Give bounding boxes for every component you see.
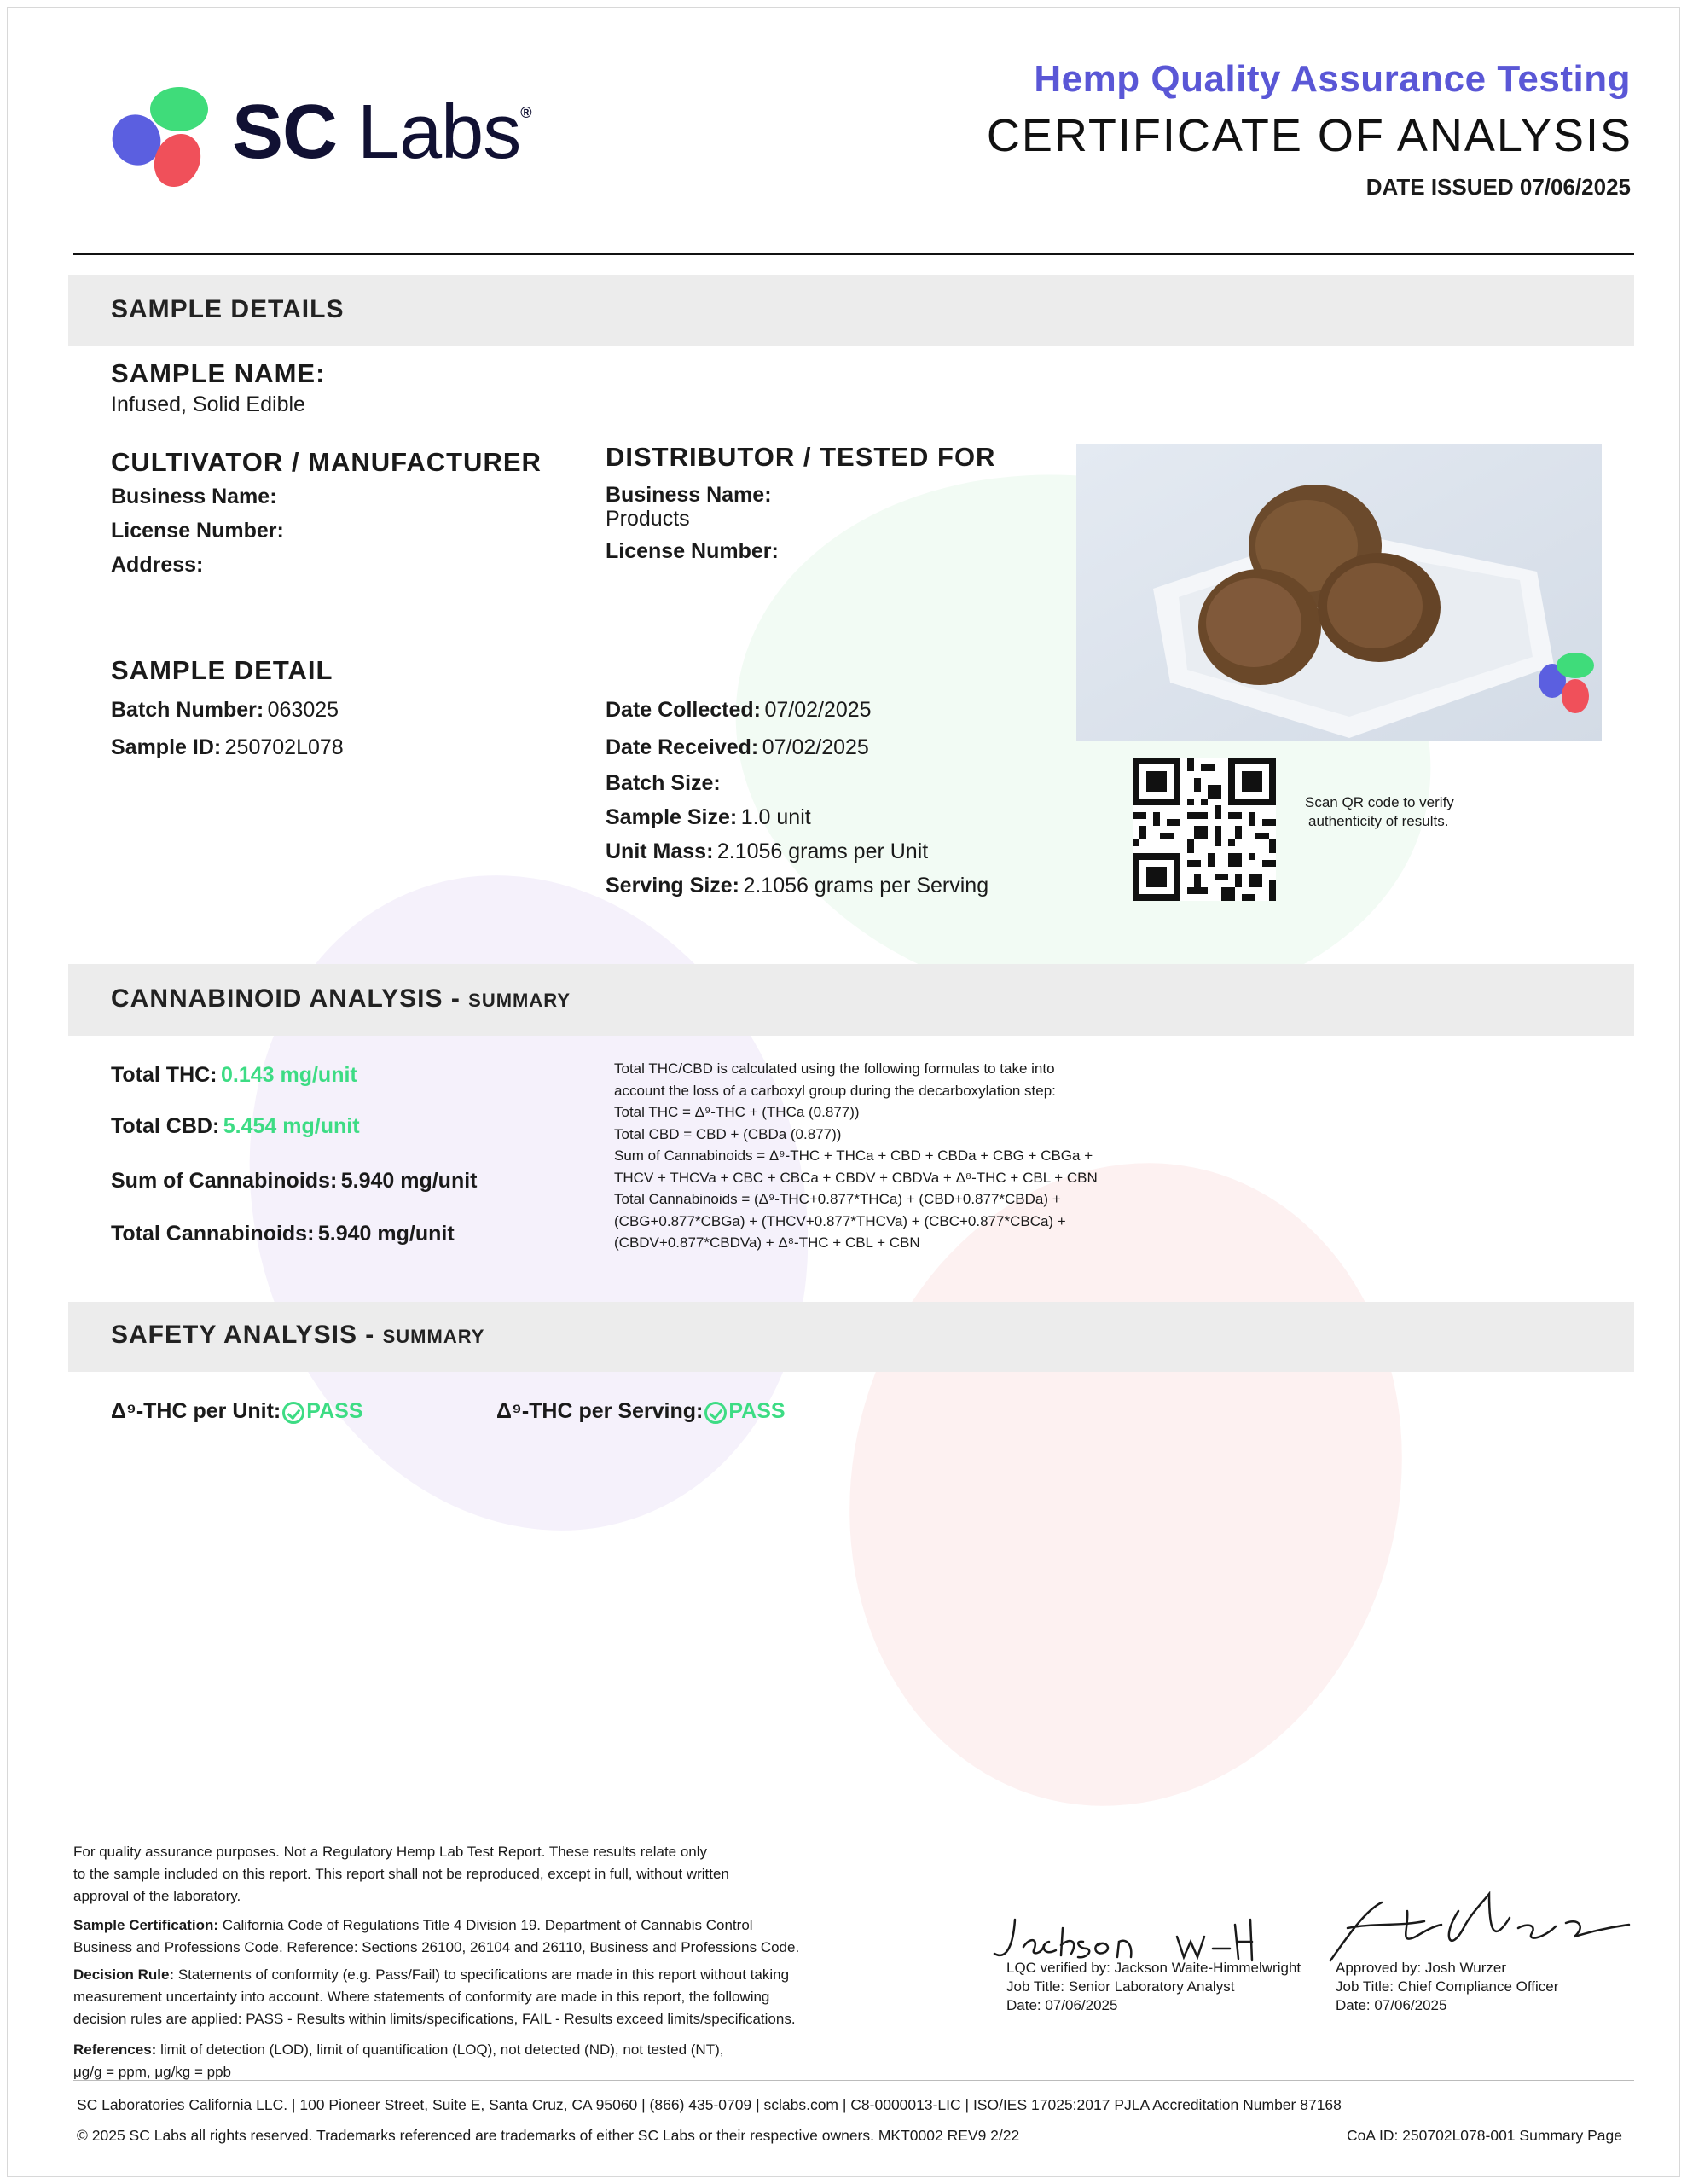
date-collected-value: 07/02/2025: [764, 698, 872, 722]
header-subtitle: Hemp Quality Assurance Testing: [1034, 58, 1631, 100]
total-thc-label: Total THC:: [111, 1063, 217, 1087]
formula-line: (CBDV+0.877*CBDVa) + Δ⁸-THC + CBL + CBN: [614, 1234, 920, 1251]
signer-josh-info: [1336, 1959, 1558, 2015]
unit-mass-label: Unit Mass:: [606, 839, 714, 863]
formula-line: Total CBD = CBD + (CBDa (0.877)): [614, 1125, 842, 1142]
references: [73, 2039, 935, 2083]
serving-size-row: [606, 874, 988, 898]
signer-jackson-line: LQC verified by: Jackson Waite-Himmelwright: [1006, 1960, 1301, 1976]
product-photo: [1076, 444, 1602, 741]
date-issued: DATE ISSUED 07/06/2025: [1365, 174, 1631, 200]
pass-check-icon: [704, 1402, 727, 1424]
logo-registered-mark: ®: [520, 104, 531, 121]
sample-certification: [73, 1914, 935, 1959]
signer-jackson-line: Job Title: Senior Laboratory Analyst: [1006, 1978, 1235, 1995]
total-cannabinoids-label: Total Cannabinoids:: [111, 1222, 315, 1246]
thc-per-unit-label: Δ⁹-THC per Unit:: [111, 1399, 281, 1423]
date-collected-row: [606, 698, 872, 723]
safety-title-text: SAFETY ANALYSIS -: [111, 1321, 375, 1349]
copyright-line: © 2025 SC Labs all rights reserved. Trademarks referenced are trademarks of either SC Labs or their respective owners. MKT0002 REV9 2/22: [77, 2127, 1020, 2144]
date-received-value: 07/02/2025: [762, 735, 869, 759]
sample-details-band: [68, 275, 1634, 346]
distributor-license-number-label: License Number:: [606, 539, 779, 563]
batch-size-label: Batch Size:: [606, 771, 721, 795]
references-line: μg/g = ppm, μg/kg = ppb: [73, 2064, 231, 2080]
company-address-line: SC Laboratories California LLC. | 100 Pioneer Street, Suite E, Santa Cruz, CA 95060 | (866) 435-0709 | sclabs.com | C8-0000013-LIC | ISO/IES 17025:2017 PJLA Accreditation Number 87168: [77, 2096, 1342, 2113]
sum-cannabinoids-row: [111, 1169, 478, 1194]
formula-line: Total Cannabinoids = (Δ⁹-THC+0.877*THCa) + (CBD+0.877*CBDa) +: [614, 1191, 1061, 1207]
signer-josh-line: Approved by: Josh Wurzer: [1336, 1960, 1506, 1976]
sample-details-title: SAMPLE DETAILS: [111, 295, 345, 323]
qr-caption-line-2: authenticity of results.: [1308, 813, 1449, 829]
formula-line: Total THC = Δ⁹-THC + (THCa (0.877)): [614, 1104, 860, 1120]
safety-band: [68, 1302, 1634, 1372]
cert-line: California Code of Regulations Title 4 Division 19. Department of Cannabis Control: [222, 1917, 753, 1933]
sample-id-label: Sample ID:: [111, 735, 222, 759]
distributor-heading: DISTRIBUTOR / TESTED FOR: [606, 442, 996, 472]
logo-mark-icon: [109, 84, 212, 189]
decision-line: decision rules are applied: PASS - Results within limits/specifications, FAIL - Results exceed limits/specifications.: [73, 2011, 796, 2027]
sample-name-value: Infused, Solid Edible: [111, 392, 305, 416]
qr-code[interactable]: [1133, 758, 1276, 901]
qa-line: to the sample included on this report. This report shall not be reproduced, except in full, without written: [73, 1866, 729, 1882]
safety-title-suffix: SUMMARY: [382, 1326, 485, 1347]
distributor-business-name-label: Business Name:: [606, 483, 772, 507]
cultivator-address-label: Address:: [111, 553, 204, 577]
handwritten-signature-josh: [1313, 1877, 1638, 1971]
decision-rule: [73, 1964, 935, 2030]
thc-per-serving-label: Δ⁹-THC per Serving:: [496, 1399, 704, 1423]
unit-mass-row: [606, 839, 928, 864]
cultivator-heading: CULTIVATOR / MANUFACTURER: [111, 447, 542, 477]
signature-josh: [1313, 1877, 1638, 1971]
references-label: References:: [73, 2042, 157, 2058]
qa-line: approval of the laboratory.: [73, 1888, 241, 1904]
formula-line: Sum of Cannabinoids = Δ⁹-THC + THCa + CBD + CBDa + CBG + CBGa +: [614, 1147, 1093, 1164]
thc-per-unit-value: PASS: [306, 1399, 363, 1423]
sc-labs-logo: [109, 84, 553, 195]
cannabinoid-band: [68, 964, 1634, 1036]
batch-number-value: 063025: [267, 698, 339, 722]
qr-caption-line-1: Scan QR code to verify: [1305, 794, 1454, 810]
date-received-row: [606, 735, 869, 760]
total-cbd-label: Total CBD:: [111, 1114, 220, 1138]
document-title: CERTIFICATE OF ANALYSIS: [986, 110, 1632, 161]
qr-code-icon: [1133, 758, 1276, 901]
date-collected-label: Date Collected:: [606, 698, 761, 722]
distributor-business-name-value: Products: [606, 507, 690, 531]
cannabinoid-title-suffix: SUMMARY: [468, 990, 571, 1011]
sample-certification-label: Sample Certification:: [73, 1917, 219, 1933]
batch-number-row: [111, 698, 339, 723]
logo-text-bold: SC: [232, 90, 338, 175]
cert-line: Business and Professions Code. Reference: Sections 26100, 26104 and 26110, Business and Professions Code.: [73, 1939, 800, 1955]
footer-notes: [73, 1841, 935, 2083]
total-cbd-value: 5.454 mg/unit: [223, 1114, 360, 1138]
formula-line: THCV + THCVa + CBC + CBCa + CBDV + CBDVa + Δ⁸-THC + CBL + CBN: [614, 1169, 1098, 1186]
sum-cannabinoids-label: Sum of Cannabinoids:: [111, 1169, 338, 1193]
safety-title: [111, 1321, 484, 1350]
product-photo-image: [1076, 444, 1602, 741]
total-cannabinoids-value: 5.940 mg/unit: [317, 1222, 455, 1246]
formula-notes: [614, 1058, 1098, 1254]
date-received-label: Date Received:: [606, 735, 759, 759]
sample-id-row: [111, 735, 344, 760]
batch-number-label: Batch Number:: [111, 698, 264, 722]
sample-name-label: SAMPLE NAME:: [111, 358, 326, 388]
qr-caption: [1305, 793, 1454, 831]
sample-size-row: [606, 805, 811, 830]
thc-per-unit-row: [111, 1399, 363, 1427]
signer-josh-line: Date: 07/06/2025: [1336, 1997, 1447, 2013]
signer-jackson-info: [1006, 1959, 1301, 2015]
coa-id-line: CoA ID: 250702L078-001 Summary Page: [1347, 2127, 1622, 2144]
thc-per-serving-value: PASS: [728, 1399, 786, 1423]
cannabinoid-title: [111, 985, 571, 1014]
sample-detail-heading: SAMPLE DETAIL: [111, 655, 333, 685]
formula-line: Total THC/CBD is calculated using the following formulas to take into: [614, 1060, 1055, 1077]
serving-size-label: Serving Size:: [606, 874, 739, 897]
sample-size-label: Sample Size:: [606, 805, 738, 829]
serving-size-value: 2.1056 grams per Serving: [743, 874, 989, 897]
pass-check-icon: [282, 1402, 304, 1424]
total-thc-value: 0.143 mg/unit: [220, 1063, 357, 1087]
header-divider: [73, 253, 1634, 255]
total-cannabinoids-row: [111, 1222, 455, 1246]
signer-josh-line: Job Title: Chief Compliance Officer: [1336, 1978, 1559, 1995]
total-cbd-row: [111, 1114, 360, 1139]
signer-jackson-line: Date: 07/06/2025: [1006, 1997, 1118, 2013]
references-line: limit of detection (LOD), limit of quantification (LOQ), not detected (ND), not tested (NT),: [160, 2042, 724, 2058]
qa-disclaimer: [73, 1841, 935, 1908]
formula-line: (CBG+0.877*CBGa) + (THCV+0.877*THCVa) + (CBC+0.877*CBCa) +: [614, 1212, 1066, 1229]
batch-size-row: [606, 771, 721, 796]
sum-cannabinoids-value: 5.940 mg/unit: [340, 1169, 478, 1193]
footer-divider: [73, 2080, 1634, 2081]
sample-size-value: 1.0 unit: [740, 805, 811, 829]
decision-line: Statements of conformity (e.g. Pass/Fail) to specifications are made in this report without taking: [177, 1966, 790, 1983]
cultivator-business-name-label: Business Name:: [111, 485, 277, 508]
decision-rule-label: Decision Rule:: [73, 1966, 175, 1983]
qa-line: For quality assurance purposes. Not a Regulatory Hemp Lab Test Report. These results relate only: [73, 1844, 708, 1860]
sample-id-value: 250702L078: [224, 735, 344, 759]
thc-per-serving-row: [496, 1399, 786, 1427]
total-thc-row: [111, 1063, 357, 1088]
logo-text-light: Labs: [357, 90, 521, 175]
decision-line: measurement uncertainty into account. Where statements of conformity are made in this report, the following: [73, 1989, 770, 2005]
formula-line: account the loss of a carboxyl group during the decarboxylation step:: [614, 1082, 1056, 1099]
unit-mass-value: 2.1056 grams per Unit: [716, 839, 929, 863]
cultivator-license-number-label: License Number:: [111, 519, 284, 543]
cannabinoid-title-text: CANNABINOID ANALYSIS -: [111, 985, 461, 1013]
